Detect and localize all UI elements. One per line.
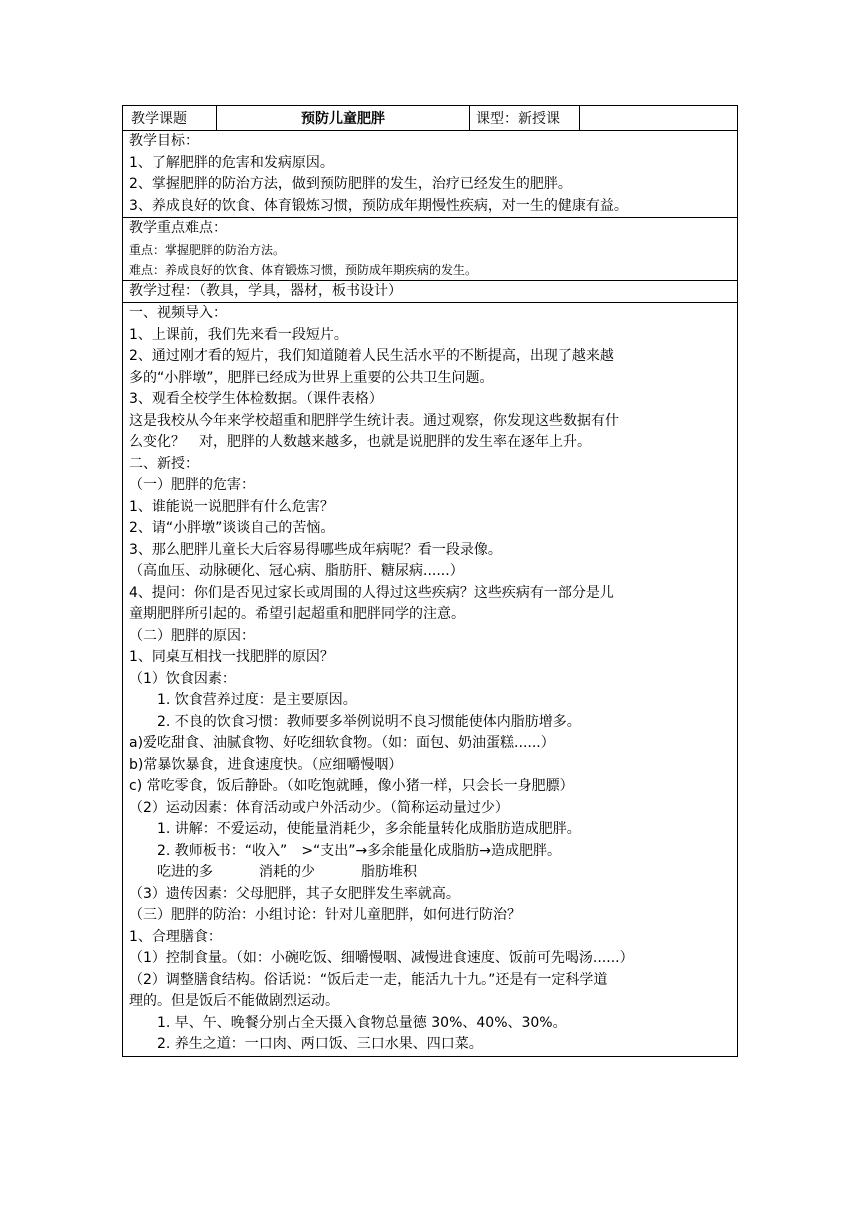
body-line: 一、视频导入：: [129, 305, 227, 321]
objective-item: 2、掌握肥胖的防治方法，做到预防肥胖的发生，治疗已经发生的肥胖。: [129, 176, 572, 192]
key-points-heading: 教学重点难点：: [129, 220, 227, 236]
body-line: 3、观看全校学生体检数据。（课件表格）: [129, 391, 383, 407]
objectives-section: [123, 131, 737, 218]
body-line: 1、上课前，我们先来看一段短片。: [129, 326, 348, 343]
body-line: （1）饮食因素：: [129, 670, 236, 687]
body-line: （2）运动因素：体育活动或户外活动少。（简称运动量过少）: [129, 799, 509, 816]
objectives-heading: 教学目标：: [129, 133, 199, 149]
process-heading: 教学过程：（教具，学具，器材，板书设计）: [129, 282, 402, 299]
process-heading-section: [123, 281, 737, 304]
board-notes-row: [129, 862, 731, 884]
body-line: 1、谁能说一说肥胖有什么危害？: [129, 498, 334, 515]
body-line: 这是我校从今年来学校超重和肥胖学生统计表。通过观察，你发现这些数据有什: [129, 412, 619, 429]
body-line: 3、那么肥胖儿童长大后容易得哪些成年病呢？看一段录像。: [129, 541, 502, 558]
body-line: 2、请“小胖墩”谈谈自己的苦恼。: [129, 520, 335, 536]
body-line: （3）遗传因素：父母肥胖，其子女肥胖发生率就高。: [129, 885, 460, 902]
key-points-section: [123, 218, 737, 281]
body-line: 多的“小胖墩”，肥胖已经成为世界上重要的公共卫生问题。: [129, 369, 494, 386]
lesson-title: 预防儿童肥胖: [217, 106, 470, 130]
board-note-consumption: 消耗的少: [259, 864, 315, 880]
lesson-type-value: [580, 106, 737, 130]
difficulty-point: 难点：养成良好的饮食、体育锻炼习惯，预防成年期疾病的发生。: [129, 262, 478, 277]
body-line: 么变化？ 对，肥胖的人数越来越多，也就是说肥胖的发生率在逐年上升。: [129, 434, 591, 450]
lesson-type: 课型：新授课: [470, 106, 580, 130]
lesson-plan-table: [122, 105, 738, 1057]
board-note-intake: 吃进的多: [157, 864, 213, 880]
body-line: 2. 教师板书：“收入” >“支出”→多余能量化成脂肪→造成肥胖。: [157, 842, 562, 859]
body-line: 1、合理膳食：: [129, 928, 222, 945]
body-line: c) 常吃零食，饭后静卧。（如吃饱就睡，像小猪一样，只会长一身肥膘）: [129, 778, 574, 794]
body-line: 1. 饮食营养过度：是主要原因。: [157, 692, 357, 708]
process-body-section: [123, 303, 737, 1056]
key-point: 重点：掌握肥胖的防治方法。: [129, 242, 286, 257]
body-line: 4、提问：你们是否见过家长或周围的人得过这些疾病？这些疾病有一部分是儿: [129, 584, 614, 601]
body-line: （一）肥胖的危害：: [129, 477, 255, 493]
body-line: b)常暴饮暴食，进食速度快。（应细嚼慢咽）: [129, 756, 403, 773]
header-row: [123, 106, 737, 131]
objective-item: 1、了解肥胖的危害和发病原因。: [129, 154, 334, 171]
body-line: 理的。但是饭后不能做剧烈运动。: [129, 993, 339, 1009]
body-line: （2）调整膳食结构。俗话说：“饭后走一走，能活九十九。”还是有一定科学道: [129, 971, 608, 988]
body-line: （二）肥胖的原因：: [129, 627, 255, 644]
board-note-fat: 脂肪堆积: [361, 864, 417, 880]
body-line: 1. 讲解：不爱运动，使能量消耗少，多余能量转化成脂肪造成肥胖。: [157, 821, 581, 837]
body-line: 童期肥胖所引起的。希望引起超重和肥胖同学的注意。: [129, 606, 465, 622]
body-line: 二、新授：: [129, 455, 199, 472]
body-line: （高血压、动脉硬化、冠心病、脂肪肝、糖尿病......）: [129, 563, 464, 579]
body-line: （三）肥胖的防治：小组讨论：针对儿童肥胖，如何进行防治？: [129, 907, 521, 923]
body-line: （1）控制食量。（如：小碗吃饭、细嚼慢咽、减慢进食速度、饭前可先喝汤......）: [129, 950, 634, 966]
body-line: 1. 早、午、晚餐分别占全天摄入食物总量德 30%、40%、30%。: [157, 1014, 567, 1031]
objective-item: 3、养成良好的饮食、体育锻炼习惯，预防成年期慢性疾病，对一生的健康有益。: [129, 197, 628, 214]
body-line: 1、同桌互相找一找肥胖的原因？: [129, 649, 334, 665]
body-line: a)爱吃甜食、油腻食物、好吃细软食物。（如：面包、奶油蛋糕......）: [129, 735, 555, 751]
body-line: 2. 养生之道：一口肉、两口饭、三口水果、四口菜。: [157, 1036, 483, 1052]
topic-label: 教学课题: [123, 106, 217, 130]
body-line: 2. 不良的饮食习惯：教师要多举例说明不良习惯能使体内脂肪增多。: [157, 713, 581, 730]
body-line: 2、通过刚才看的短片，我们知道随着人民生活水平的不断提高，出现了越来越: [129, 348, 614, 364]
